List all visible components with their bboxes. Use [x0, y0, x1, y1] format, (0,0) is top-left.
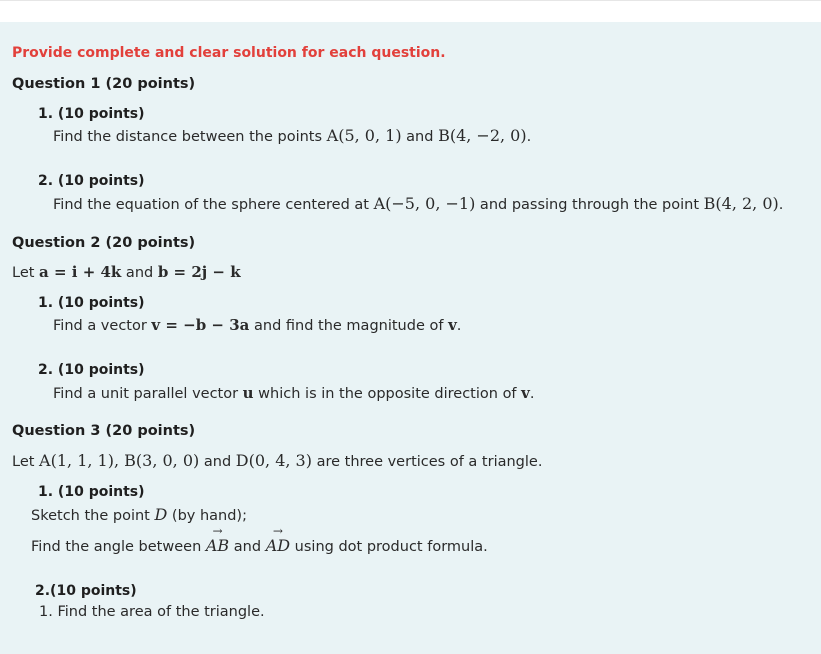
question-3-header: Question 3 (20 points)	[12, 423, 196, 439]
vector-label: AB	[205, 536, 230, 555]
question-3-definitions	[12, 451, 542, 470]
math-points-a-b: A(1, 1, 1), B(3, 0, 0)	[39, 451, 200, 470]
vector-arrow-icon: →	[272, 524, 283, 538]
math-vector-b-def: b = 2j − k	[157, 263, 241, 281]
text-segment: Let	[12, 454, 40, 470]
question-2-part-2-text	[53, 384, 534, 402]
math-point-d-label: D	[154, 505, 168, 524]
question-1-header: Question 1 (20 points)	[12, 76, 196, 92]
question-1-part-2-label: 2. (10 points)	[38, 173, 145, 189]
math-vector-v: v	[448, 316, 457, 334]
math-point-a: A(5, 0, 1)	[326, 126, 402, 145]
math-point-a: A(−5, 0, −1)	[373, 194, 476, 213]
text-segment: are three vertices of a triangle.	[311, 454, 543, 470]
text-segment: Find a unit parallel vector	[53, 386, 243, 402]
question-1-part-1-text	[53, 126, 531, 145]
text-segment: and	[121, 265, 158, 281]
math-vector-v: v	[521, 384, 530, 402]
vector-arrow-icon: →	[212, 524, 223, 538]
question-3-part-1-label: 1. (10 points)	[38, 484, 145, 500]
math-vector-ad	[265, 524, 291, 555]
question-2-part-1-text	[53, 316, 461, 334]
text-segment: Sketch the point	[31, 508, 155, 524]
math-vector-a-def: a = i + 4k	[39, 263, 122, 281]
question-2-part-1-label: 1. (10 points)	[38, 295, 145, 311]
text-segment: Find the angle between	[31, 539, 206, 555]
text-segment: Find a vector	[53, 318, 152, 334]
question-3-part-2-label: 2.(10 points)	[35, 583, 137, 599]
text-segment: and	[229, 539, 266, 555]
text-segment: .	[529, 386, 535, 402]
math-point-b: B(4, 2, 0)	[703, 194, 779, 213]
vector-label: AD	[265, 536, 291, 555]
text-segment: using dot product formula.	[290, 539, 488, 555]
question-3-part-1-sketch-text	[31, 505, 247, 524]
text-segment: Let	[12, 265, 40, 281]
math-vector-v-def: v = −b − 3a	[151, 316, 250, 334]
text-segment: .	[526, 129, 532, 145]
math-vector-ab	[205, 524, 230, 555]
question-2-definitions	[12, 263, 241, 281]
text-segment: Find the distance between the points	[53, 129, 327, 145]
top-bar	[0, 0, 821, 23]
text-segment: Find the equation of the sphere centered at	[53, 197, 374, 213]
question-3-part-2-text: 1. Find the area of the triangle.	[39, 604, 265, 620]
text-segment: and passing through the point	[475, 197, 704, 213]
text-segment: which is in the opposite direction of	[253, 386, 522, 402]
text-segment: (by hand);	[167, 508, 247, 524]
instruction-text: Provide complete and clear solution for each question.	[12, 45, 446, 61]
question-2-header: Question 2 (20 points)	[12, 235, 196, 251]
text-segment: and	[401, 129, 439, 145]
question-2-part-2-label: 2. (10 points)	[38, 362, 145, 378]
math-point-b: B(4, −2, 0)	[438, 126, 527, 145]
math-point-d: D(0, 4, 3)	[235, 451, 312, 470]
text-segment: and find the magnitude of	[249, 318, 449, 334]
question-1-part-1-label: 1. (10 points)	[38, 106, 145, 122]
text-segment: .	[456, 318, 462, 334]
text-segment: and	[199, 454, 236, 470]
question-1-part-2-text	[53, 194, 783, 213]
question-3-part-1-angle-text	[31, 524, 488, 555]
text-segment: .	[778, 197, 784, 213]
math-vector-u: u	[242, 384, 254, 402]
